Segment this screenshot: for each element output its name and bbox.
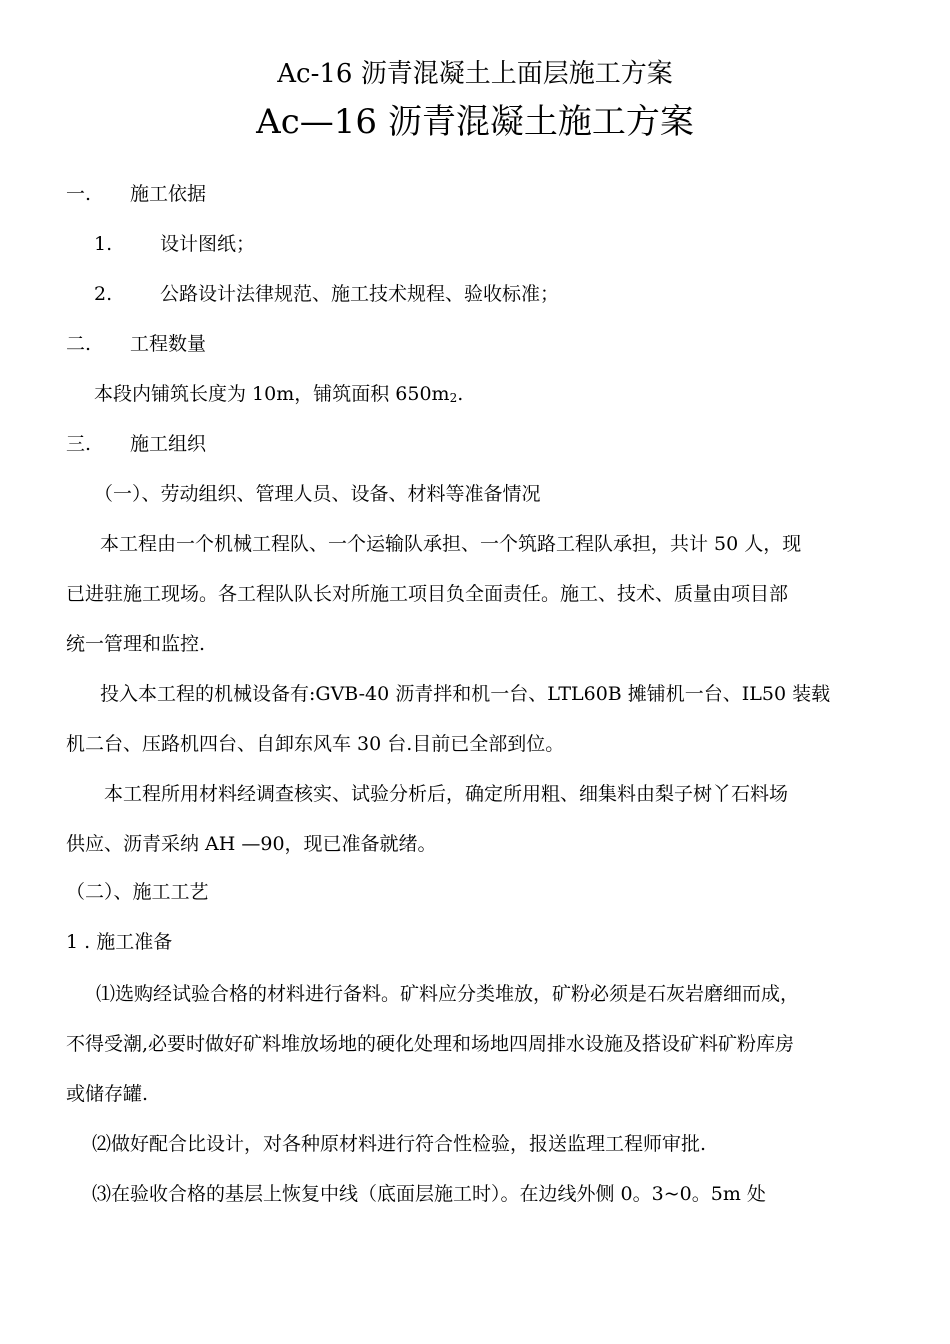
- paragraph-line: 供应、沥青采纳 AH —90，现已准备就绪。: [66, 833, 437, 855]
- list-item-number: 2.: [94, 283, 113, 305]
- paragraph-line: 不得受潮,必要时做好矿料堆放场地的硬化处理和场地四周排水设施及搭设矿料矿粉库房: [66, 1033, 795, 1055]
- document-title: Ac-16 沥青混凝土上面层施工方案: [277, 59, 673, 89]
- document-main-title: Ac—16 沥青混凝土施工方案: [256, 102, 694, 142]
- unit-superscript: 2: [449, 391, 458, 405]
- quantity-text: 本段内铺筑长度为 10m，铺筑面积 650m: [94, 383, 450, 405]
- list-item: [94, 231, 255, 257]
- quantity-paragraph: [94, 381, 463, 411]
- paragraph-line: 本工程所用材料经调查核实、试验分析后，确定所用粗、细集料由梨子树丫石料场: [104, 783, 789, 805]
- step-1-heading: 1 . 施工准备: [66, 931, 173, 953]
- subsection-2-heading: （二）、施工工艺: [66, 881, 209, 903]
- paragraph-line: 投入本工程的机械设备有:GVB-40 沥青拌和机一台、LTL60B 摊铺机一台、IL50 装载: [100, 683, 831, 705]
- paragraph-line: ⑶在验收合格的基层上恢复中线（底面层施工时）。在边线外侧 0。3~0。5m 处: [92, 1183, 766, 1205]
- paragraph-line: 统一管理和监控.: [66, 633, 206, 655]
- list-item-text: 设计图纸；: [160, 233, 256, 255]
- paragraph-line: ⑴选购经试验合格的材料进行备料。矿料应分类堆放，矿粉必须是石灰岩磨细而成，: [96, 983, 800, 1005]
- paragraph-line: 本工程由一个机械工程队、一个运输队承担、一个筑路工程队承担，共计 50 人，现: [100, 533, 802, 555]
- list-item-number: 1.: [94, 233, 113, 255]
- quantity-end: .: [457, 383, 464, 405]
- section-3-heading: [66, 431, 206, 457]
- paragraph-line: 或储存罐.: [66, 1083, 149, 1105]
- list-item-text: 公路设计法律规范、施工技术规程、验收标准；: [160, 283, 560, 305]
- list-item: [94, 281, 559, 307]
- section-1-title: 施工依据: [130, 183, 207, 205]
- paragraph-line: ⑵做好配合比设计，对各种原材料进行符合性检验，报送监理工程师审批.: [92, 1133, 707, 1155]
- paragraph-line: 机二台、压路机四台、自卸东风车 30 台.目前已全部到位。: [66, 733, 565, 755]
- section-1-number: 一.: [66, 183, 92, 205]
- subsection-1-heading: （一）、劳动组织、管理人员、设备、材料等准备情况: [94, 483, 541, 505]
- section-3-title: 施工组织: [130, 433, 207, 455]
- paragraph-line: 已进驻施工现场。各工程队队长对所施工项目负全面责任。施工、技术、质量由项目部: [66, 583, 789, 605]
- section-2-title: 工程数量: [130, 333, 207, 355]
- section-2-heading: [66, 331, 206, 357]
- section-2-number: 二.: [66, 333, 92, 355]
- section-3-number: 三.: [66, 433, 92, 455]
- section-1-heading: [66, 181, 206, 207]
